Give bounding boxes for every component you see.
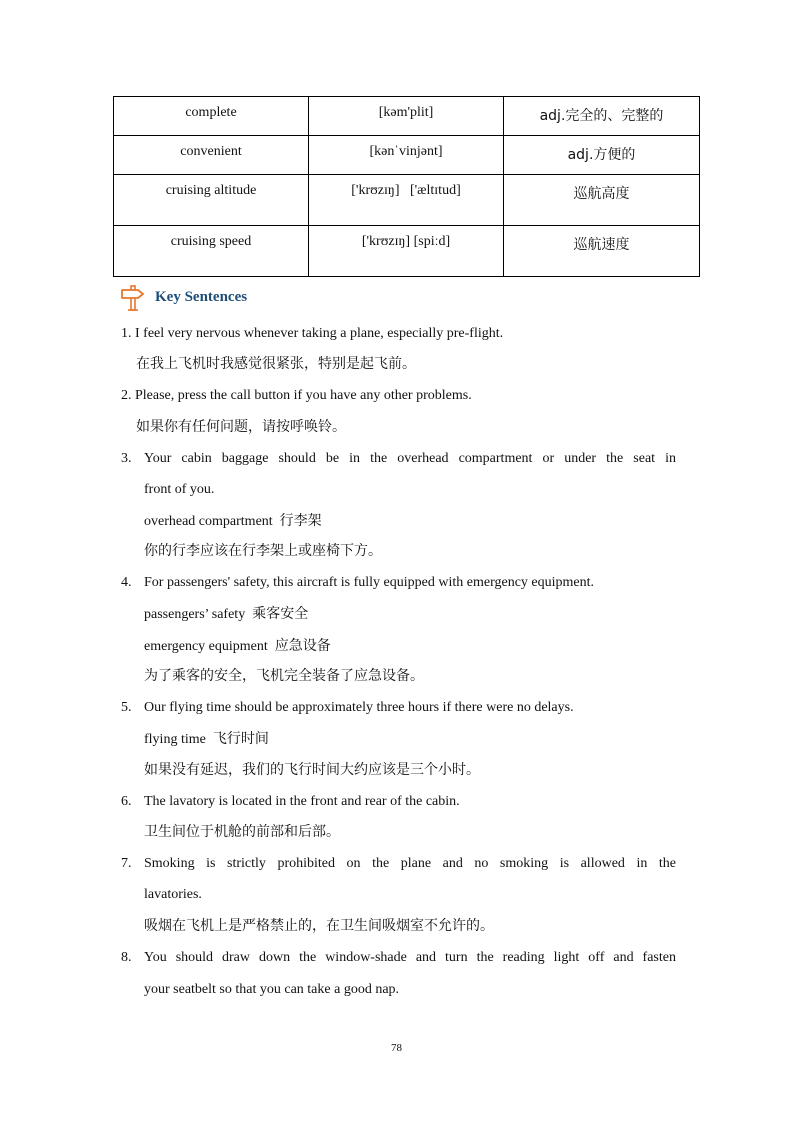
word-cell: cruising altitude <box>114 175 309 226</box>
sentence-text: I feel very nervous whenever taking a plane, especially pre-flight. <box>135 326 504 341</box>
word-cell: convenient <box>114 136 309 175</box>
word-cell: cruising speed <box>114 226 309 277</box>
sentence-3-en-line1: Your cabin baggage should be in the overhead compartment or under the seat in <box>144 451 676 466</box>
sentence-5-zh: 如果没有延迟，我们的飞行时间大约应该是三个小时。 <box>144 762 480 778</box>
sentence-number: 1. <box>121 326 132 341</box>
sentence-8-en-line1: You should draw down the window-shade and turn the reading light off and fasten <box>144 950 676 965</box>
vocab-term: emergency equipment <box>144 639 268 654</box>
sentence-6-zh: 卫生间位于机舱的前部和后部。 <box>144 824 340 840</box>
sentence-1-en <box>121 325 503 343</box>
sentence-number: 8. <box>121 950 132 965</box>
sentence-8-en-line2: your seatbelt so that you can take a good nap. <box>144 982 400 997</box>
vocab-translation: 乘客安全 <box>252 606 309 622</box>
sentence-number: 3. <box>121 451 132 466</box>
vocab-translation: 行李架 <box>279 513 322 529</box>
sentence-number: 7. <box>121 856 132 871</box>
sentence-5-en-text: Our flying time should be approximately three hours if there were no delays. <box>144 700 574 715</box>
sentence-3-vocab <box>144 512 322 531</box>
sentence-7-en-line1: Smoking is strictly prohibited on the plane and no smoking is allowed in the <box>144 856 676 871</box>
meaning-cell: 巡航高度 <box>504 175 700 226</box>
phonetic-cell: ['krʊzɪŋ] ['æltɪtud] <box>309 175 504 226</box>
sentence-8-en <box>121 949 132 967</box>
sentence-1-zh: 在我上飞机时我感觉很紧张，特别是起飞前。 <box>136 356 416 372</box>
table-row <box>114 136 700 175</box>
sentence-number: 6. <box>121 794 132 809</box>
vocab-term: overhead compartment <box>144 514 273 529</box>
sentence-6-en-text: The lavatory is located in the front and rear of the cabin. <box>144 794 460 809</box>
sentence-2-zh: 如果你有任何问题，请按呼唤铃。 <box>136 419 346 435</box>
phonetic-cell: [kəm'plit] <box>309 97 504 136</box>
table-row <box>114 97 700 136</box>
sentence-7-en <box>121 855 132 873</box>
vocab-translation: 应急设备 <box>274 638 331 654</box>
meaning-cell: adj.完全的、完整的 <box>504 97 700 136</box>
sentence-number: 4. <box>121 575 132 590</box>
section-title: Key Sentences <box>155 288 248 305</box>
sentence-3-zh: 你的行李应该在行李架上或座椅下方。 <box>144 543 382 559</box>
vocab-translation: 飞行时间 <box>212 731 269 747</box>
page-number: 78 <box>391 1042 402 1054</box>
table-row <box>114 175 700 226</box>
sentence-3-en <box>121 450 132 468</box>
meaning-cell: 巡航速度 <box>504 226 700 277</box>
sentence-5-en <box>121 699 132 717</box>
sentence-4-vocab-1 <box>144 605 308 624</box>
vocab-term: passengers’ safety <box>144 607 246 622</box>
sentence-5-vocab <box>144 730 269 749</box>
sentence-4-en-text: For passengers' safety, this aircraft is fully equipped with emergency equipment. <box>144 575 595 590</box>
sentence-7-en-line2: lavatories. <box>144 887 202 902</box>
phonetic-cell: [kənˈvinjənt] <box>309 136 504 175</box>
table-row <box>114 226 700 277</box>
word-cell: complete <box>114 97 309 136</box>
signpost-icon <box>119 283 147 311</box>
sentence-4-en <box>121 574 132 592</box>
sentence-number: 2. <box>121 388 132 403</box>
sentence-text: Please, press the call button if you have any other problems. <box>135 388 472 403</box>
vocab-term: flying time <box>144 732 206 747</box>
sentence-7-zh: 吸烟在飞机上是严格禁止的，在卫生间吸烟室不允许的。 <box>144 918 494 934</box>
phonetic-cell: ['krʊzɪŋ] [spiːd] <box>309 226 504 277</box>
vocabulary-table <box>113 96 700 277</box>
sentence-6-en <box>121 793 132 811</box>
sentence-number: 5. <box>121 700 132 715</box>
sentence-4-zh: 为了乘客的安全，飞机完全装备了应急设备。 <box>144 668 424 684</box>
sentence-2-en <box>121 387 472 405</box>
sentence-3-en-line2: front of you. <box>144 482 215 497</box>
sentence-4-vocab-2 <box>144 637 331 656</box>
key-sentences-heading <box>119 282 247 312</box>
meaning-cell: adj.方便的 <box>504 136 700 175</box>
